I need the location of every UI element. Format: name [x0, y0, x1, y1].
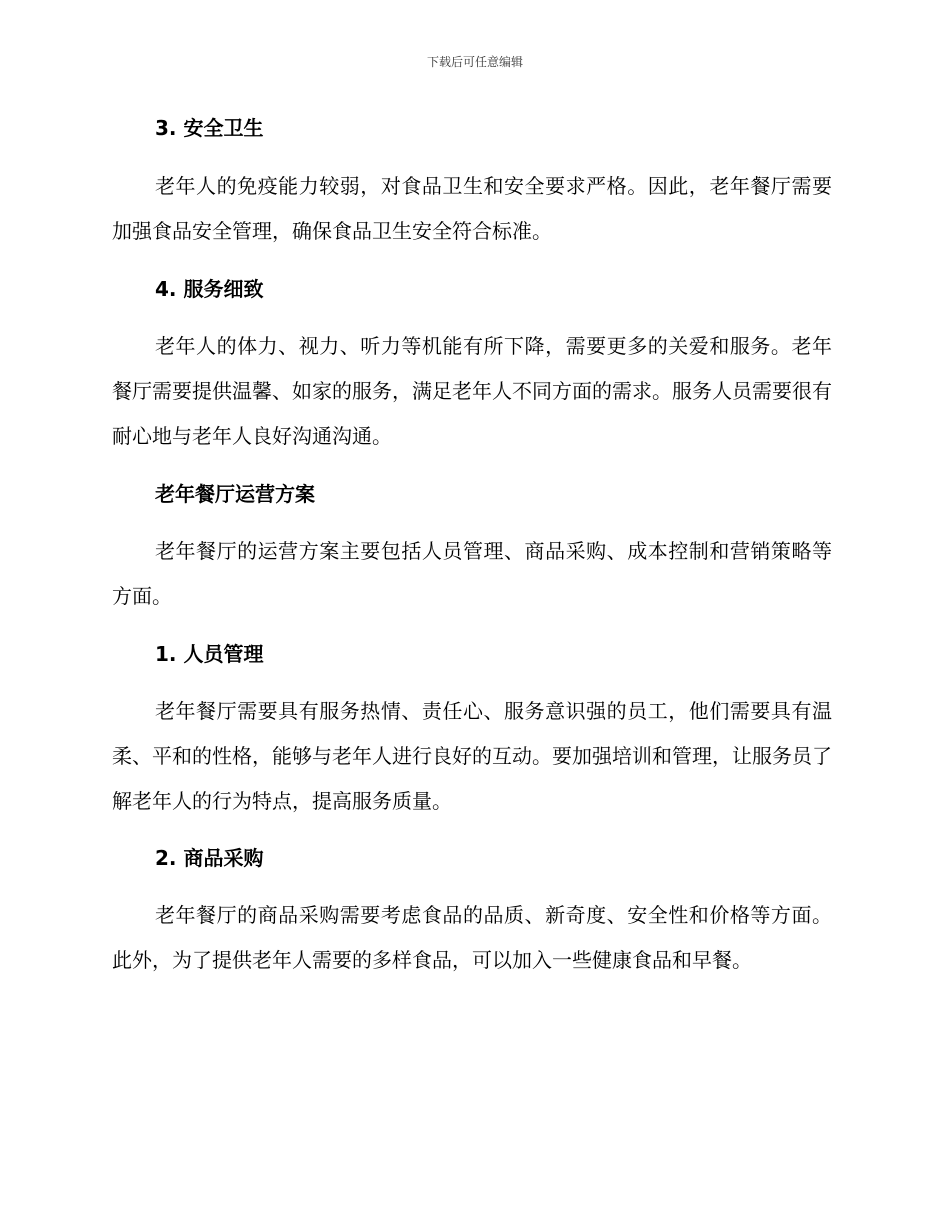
- section-paragraph-safety: 老年人的免疫能力较弱，对食品卫生和安全要求严格。因此，老年餐厅需要加强食品安全管理，确保食品卫生安全符合标准。: [112, 174, 832, 243]
- section-heading-operation-plan: 老年餐厅运营方案: [155, 482, 315, 506]
- section-paragraph-procurement: 老年餐厅的商品采购需要考虑食品的品质、新奇度、安全性和价格等方面。此外，为了提供老年人需要的多样食品，可以加入一些健康食品和早餐。: [112, 903, 832, 972]
- section-paragraph-operation-plan: 老年餐厅的运营方案主要包括人员管理、商品采购、成本控制和营销策略等方面。: [112, 539, 832, 608]
- section-paragraph-staff-management: 老年餐厅需要具有服务热情、责任心、服务意识强的员工，他们需要具有温柔、平和的性格，能够与老年人进行良好的互动。要加强培训和管理，让服务员了解老年人的行为特点，提高服务质量。: [112, 699, 832, 813]
- page-header: 下载后可任意编辑: [426, 55, 523, 69]
- section-heading-procurement: 2. 商品采购: [155, 846, 264, 870]
- section-heading-safety: 3. 安全卫生: [155, 116, 264, 140]
- section-paragraph-service: 老年人的体力、视力、听力等机能有所下降，需要更多的关爱和服务。老年餐厅需要提供温馨、如家的服务，满足老年人不同方面的需求。服务人员需要很有耐心地与老年人良好沟通沟通。: [112, 334, 832, 448]
- section-heading-staff-management: 1. 人员管理: [155, 642, 264, 666]
- section-heading-service: 4. 服务细致: [155, 277, 264, 301]
